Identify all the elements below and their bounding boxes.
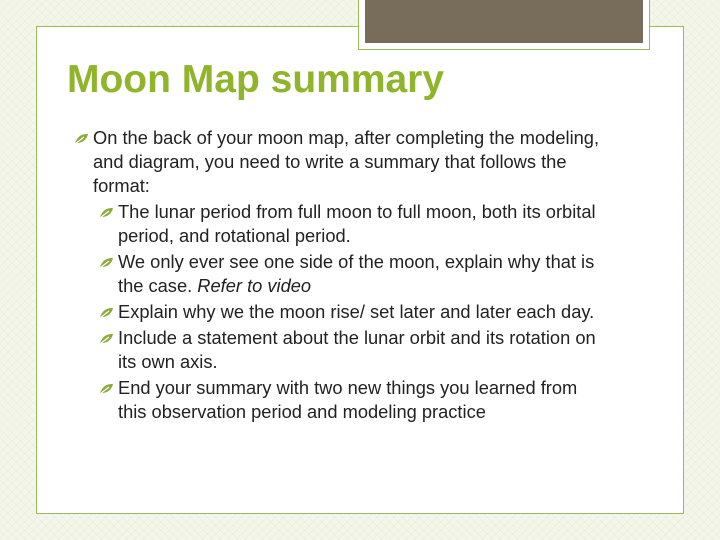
sub-bullet-item [118, 300, 663, 324]
header-tab-fill [365, 0, 643, 43]
bullet-list [93, 126, 663, 426]
bullet-text-line: We only ever see one side of the moon, explain why that is [118, 251, 595, 272]
sub-bullet-item [118, 376, 663, 424]
slide-title: Moon Map summary [67, 58, 445, 101]
bullet-text-line: its own axis. [118, 351, 218, 372]
leaf-bullet-icon [74, 133, 89, 145]
leaf-bullet-icon [99, 333, 114, 345]
bullet-text-line: period, and rotational period. [118, 225, 351, 246]
bullet-text-line: On the back of your moon map, after completing the modeling, [93, 127, 600, 148]
bullet-text-line: End your summary with two new things you learned from [118, 377, 578, 398]
sub-bullet-item [118, 326, 663, 374]
leaf-bullet-icon [99, 257, 114, 269]
bullet-text-line: and diagram, you need to write a summary that follows the [93, 151, 567, 172]
sub-bullet-item [118, 250, 663, 298]
leaf-bullet-icon [99, 383, 114, 395]
bullet-text-line: this observation period and modeling practice [118, 401, 486, 422]
bullet-text-plain: the case. [118, 275, 193, 296]
bullet-text-line: The lunar period from full moon to full moon, both its orbital [118, 201, 596, 222]
bullet-text-line: Explain why we the moon rise/ set later and later each day. [118, 301, 595, 322]
bullet-text-line [118, 274, 663, 298]
bullet-text-line: Include a statement about the lunar orbit and its rotation on [118, 327, 596, 348]
header-tab [358, 0, 650, 50]
leaf-bullet-icon [99, 207, 114, 219]
refer-to-video-text: Refer to video [197, 275, 312, 296]
bullet-item [93, 126, 663, 198]
leaf-bullet-icon [99, 307, 114, 319]
bullet-text-line: format: [93, 175, 150, 196]
sub-bullet-item [118, 200, 663, 248]
